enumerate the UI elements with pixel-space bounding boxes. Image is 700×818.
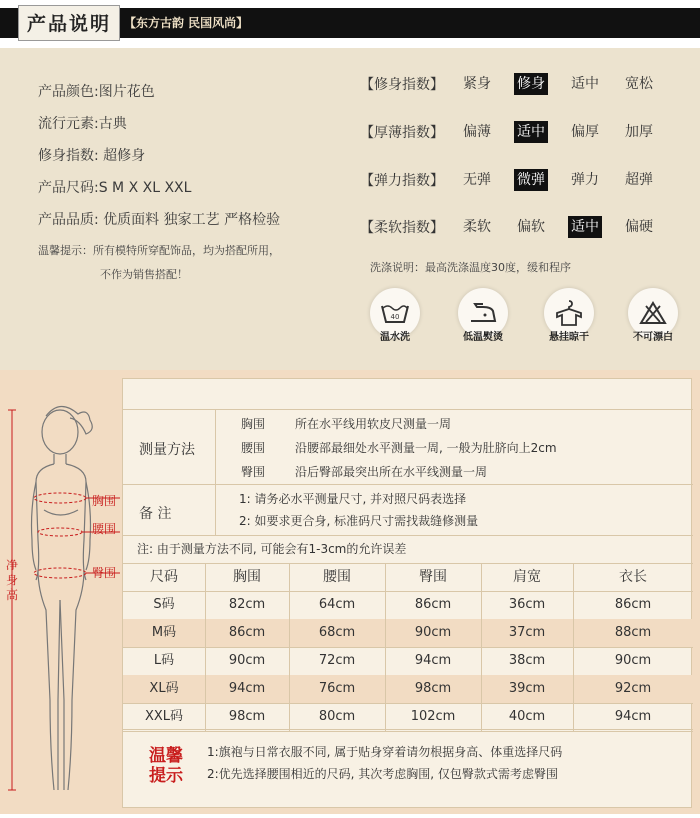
measure-desc-waist: 沿腰部最细处水平测量一周, 一般为肚脐向上2cm [295, 441, 557, 455]
care-label: 悬挂晾干 [549, 332, 589, 343]
size-value-cell: 90cm [614, 653, 652, 668]
hip-label: 臀围 [92, 566, 117, 580]
notes-line2: 2: 如要求更合身, 标准码尺寸需找裁缝修测量 [239, 514, 479, 528]
size-row-label: S码 [153, 597, 175, 612]
index-row [360, 72, 676, 96]
measure-desc-chest: 所在水平线用软皮尺测量一周 [295, 417, 452, 431]
size-info-table [122, 378, 692, 808]
wash-instructions: 洗涤说明：最高洗涤温度30度，缓和程序 [370, 261, 571, 274]
size-header-cell: 衣长 [619, 569, 647, 585]
warm-title-2: 提示 [149, 766, 183, 786]
warm-line2: 2:优先选择腰围相近的尺码, 其次考虑胸围, 仅包臀款式需考虑臀围 [207, 767, 558, 781]
size-value-cell: 40cm [508, 709, 546, 724]
size-value-cell: 82cm [228, 597, 266, 612]
index-label: 【弹力指数】 [360, 173, 444, 189]
notes-title: 备 注 [139, 506, 172, 522]
size-value-cell: 94cm [228, 681, 266, 696]
size-header-cell: 尺码 [150, 569, 178, 585]
index-option: 无弹 [463, 172, 491, 188]
size-header-cell: 胸围 [233, 569, 261, 585]
care-label: 温水洗 [380, 332, 410, 343]
size-value-cell: 86cm [614, 597, 652, 612]
index-option: 偏薄 [463, 124, 491, 140]
measure-name-hip: 臀围 [241, 465, 266, 479]
index-option-selected: 适中 [514, 121, 548, 143]
care-low-iron [452, 288, 514, 343]
accessory-tip-line2: 不作为销售搭配！ [100, 268, 188, 281]
size-header-cell: 臀围 [419, 569, 447, 585]
measure-name-waist: 腰围 [241, 441, 266, 455]
size-header-cell: 腰围 [323, 569, 351, 585]
warm-line1: 1:旗袍与日常衣服不同, 属于贴身穿着请勿根据身高、体重选择尺码 [207, 745, 563, 759]
index-label: 【修身指数】 [360, 77, 444, 93]
size-value-cell: 72cm [318, 653, 356, 668]
size-value-cell: 38cm [508, 653, 546, 668]
index-option: 弹力 [571, 172, 599, 188]
index-option: 偏软 [517, 219, 545, 235]
index-option: 柔软 [463, 219, 491, 235]
size-value-cell: 102cm [410, 709, 456, 724]
index-option: 偏硬 [625, 219, 653, 235]
size-value-cell: 92cm [614, 681, 652, 696]
product-quality: 产品品质: 优质面料 独家工艺 严格检验 [38, 212, 281, 228]
index-option: 超弹 [625, 172, 653, 188]
care-warm-wash [364, 288, 426, 343]
size-value-cell: 90cm [414, 625, 452, 640]
index-row [360, 120, 676, 144]
size-value-cell: 76cm [318, 681, 356, 696]
height-label: 净身高 [6, 558, 19, 602]
section-title: 产品说明 [18, 5, 120, 41]
tolerance-note: 注: 由于测量方法不同, 可能会有1-3cm的允许误差 [137, 542, 407, 556]
size-row-label: M码 [151, 625, 177, 640]
size-value-cell: 98cm [414, 681, 452, 696]
size-value-cell: 68cm [318, 625, 356, 640]
size-value-cell: 80cm [318, 709, 356, 724]
size-value-cell: 37cm [508, 625, 546, 640]
body-figure [0, 370, 122, 814]
size-value-cell: 39cm [508, 681, 546, 696]
size-row-label: L码 [153, 653, 175, 668]
index-option: 适中 [571, 76, 599, 92]
size-row-label: XL码 [149, 681, 179, 696]
index-option: 偏厚 [571, 124, 599, 140]
size-value-cell: 94cm [614, 709, 652, 724]
index-option-selected: 微弹 [514, 169, 548, 191]
measure-desc-hip: 沿后臀部最突出所在水平线测量一周 [295, 465, 488, 479]
size-row-label: XXL码 [144, 709, 184, 724]
size-value-cell: 86cm [414, 597, 452, 612]
section-subtitle: 【东方古韵 民国风尚】 [124, 16, 249, 30]
accessory-tip-line1: 温馨提示：所有模特所穿配饰品，均为搭配所用， [38, 244, 280, 257]
product-info-panel [0, 48, 700, 370]
index-label: 【柔软指数】 [360, 220, 444, 236]
size-header-cell: 肩宽 [513, 569, 541, 585]
care-no-bleach [622, 288, 684, 343]
care-label: 低温熨烫 [463, 332, 503, 343]
index-row [360, 168, 676, 192]
size-value-cell: 36cm [508, 597, 546, 612]
product-sizes: 产品尺码:S M X XL XXL [38, 180, 192, 196]
size-value-cell: 64cm [318, 597, 356, 612]
product-fit: 修身指数: 超修身 [38, 148, 146, 164]
size-value-cell: 98cm [228, 709, 266, 724]
size-value-cell: 86cm [228, 625, 266, 640]
index-option-selected: 修身 [514, 73, 548, 95]
index-option: 加厚 [625, 124, 653, 140]
measure-title: 测量方法 [139, 442, 195, 458]
size-value-cell: 90cm [228, 653, 266, 668]
svg-text:40: 40 [390, 313, 400, 321]
index-option: 紧身 [463, 76, 491, 92]
warm-title-1: 温馨 [149, 746, 183, 766]
waist-label: 腰围 [92, 522, 117, 536]
chest-label: 胸围 [92, 494, 117, 508]
index-row [360, 215, 676, 239]
header [0, 0, 700, 48]
size-value-cell: 88cm [614, 625, 652, 640]
notes-line1: 1: 请务必水平测量尺寸, 并对照尺码表选择 [239, 492, 467, 506]
care-label: 不可漂白 [633, 332, 673, 343]
index-option: 宽松 [625, 76, 653, 92]
index-option-selected: 适中 [568, 216, 602, 238]
size-value-cell: 94cm [414, 653, 452, 668]
index-label: 【厚薄指数】 [360, 125, 444, 141]
product-color: 产品颜色:图片花色 [38, 84, 155, 100]
product-style: 流行元素:古典 [38, 116, 127, 132]
size-section [0, 370, 700, 814]
measure-name-chest: 胸围 [241, 417, 266, 431]
product-attributes [38, 82, 280, 242]
care-hang-dry [538, 288, 600, 343]
